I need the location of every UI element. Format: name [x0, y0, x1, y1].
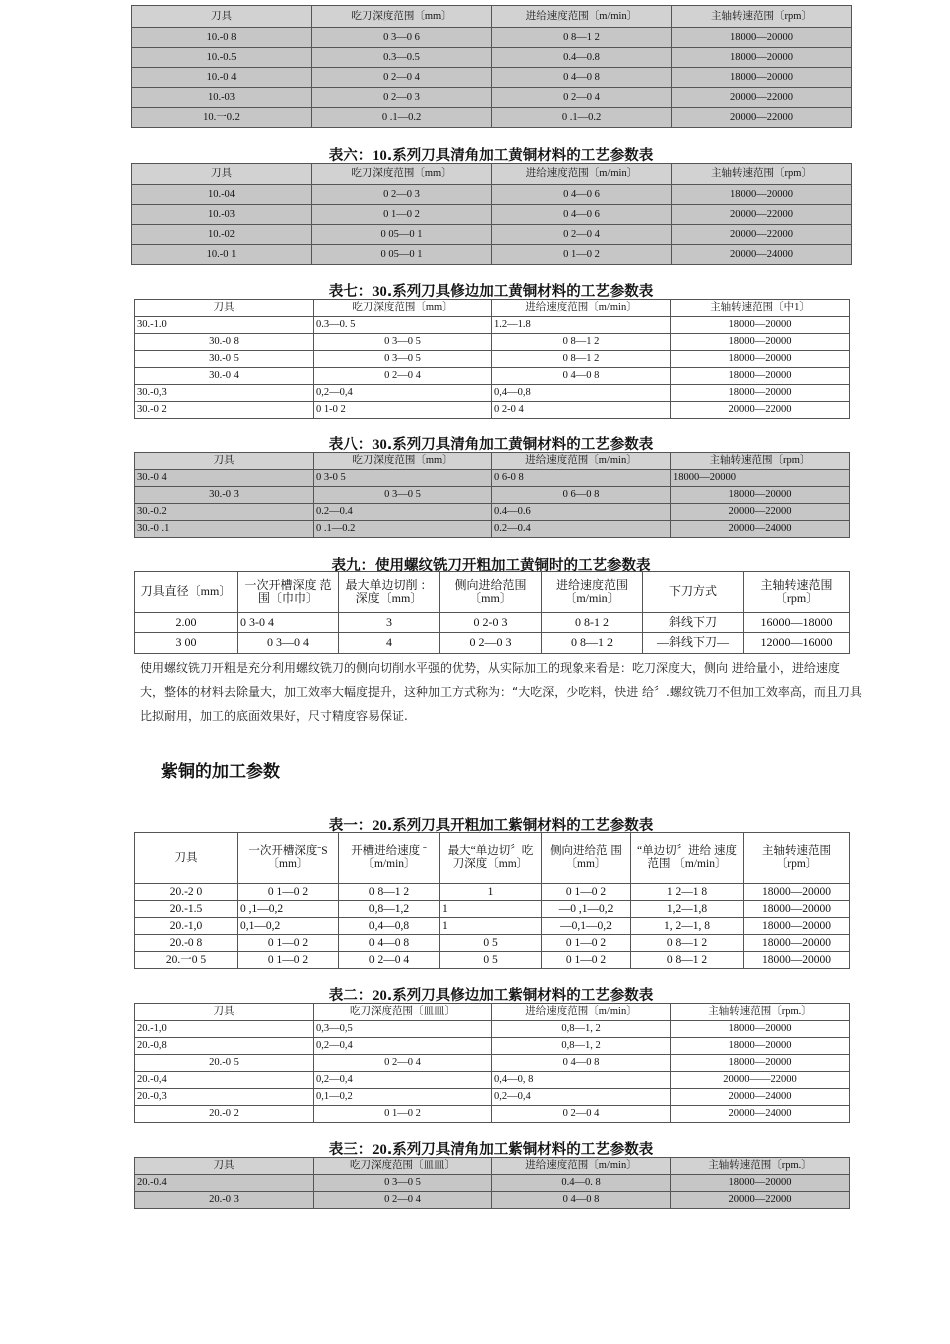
table-cell: 0 1—0 2 [542, 952, 631, 969]
table-cell: 0 8—1 2 [492, 28, 672, 48]
table-cell: 0 1—0 2 [238, 952, 339, 969]
table-header-row [132, 164, 852, 185]
table-row [135, 633, 850, 654]
table-cell: 0 3—0 5 [314, 487, 492, 504]
table7-container [134, 299, 850, 419]
caption-text: .系列刀具清角加工黄铜材料的工艺参数表 [386, 437, 654, 453]
table-row [135, 1175, 850, 1192]
table-cell: 0,4—0,8 [339, 918, 440, 935]
table-cell: 0 2—0 4 [314, 368, 492, 385]
table-cell: 0 .1—0.2 [312, 108, 492, 128]
table-cell: 0 4—0 6 [492, 205, 672, 225]
table-cell: 4 [339, 633, 440, 654]
table-cell: 20.-0 8 [135, 935, 238, 952]
header-cell: 进给速度范围〔m/min〕 [492, 1004, 671, 1021]
tableC [134, 1157, 850, 1209]
table8 [134, 452, 850, 538]
table-cell: 30.-0 5 [135, 351, 314, 368]
table-cell: 0 4—0 8 [339, 935, 440, 952]
table-cell: 18000—20000 [671, 368, 850, 385]
caption-series-number: 30 [372, 284, 387, 300]
table-row [135, 935, 850, 952]
table-cell: 0,1—0,2 [238, 918, 339, 935]
caption-series-number: 20 [372, 818, 387, 834]
table-cell: 18000—20000 [671, 1055, 850, 1072]
table-cell: —0,1—0,2 [542, 918, 631, 935]
header-cell: 刀具 [135, 453, 314, 470]
table-row [132, 185, 852, 205]
table-header-row [135, 1158, 850, 1175]
table-cell: 30.-0 .1 [135, 521, 314, 538]
header-cell: 主轴转速范围〔rpm〕 [672, 6, 852, 28]
table-cell: 0 8—1 2 [631, 935, 744, 952]
header-cell: 吃刀深度范围〔皿皿〕 [314, 1004, 492, 1021]
header-cell: 进给速度范围〔m/min〕 [492, 1158, 671, 1175]
header-cell: 吃刀深度范围〔皿皿〕 [314, 1158, 492, 1175]
caption-text: .系列刀具开粗加工紫铜材料的工艺参数表 [386, 818, 654, 834]
header-cell: “单边切〞进给 速度范围 〔m/min〕 [631, 833, 744, 884]
table-cell: 18000—20000 [672, 68, 852, 88]
table8-container [134, 452, 850, 538]
table-row [132, 88, 852, 108]
table-cell: 0,2—0,4 [314, 1038, 492, 1055]
table-cell: 20000—22000 [671, 402, 850, 419]
table-row [135, 504, 850, 521]
table-cell: 0 1—0 2 [238, 884, 339, 901]
table-row [135, 385, 850, 402]
table-cell: 0 2—0 4 [314, 1055, 492, 1072]
caption-text: .系列刀具清角加工紫铜材料的工艺参数表 [386, 1142, 654, 1158]
table-cell: 0 2—0 3 [440, 633, 542, 654]
table-cell: 0 4—0 8 [492, 368, 671, 385]
table-cell: 0 2-0 3 [440, 613, 542, 633]
table-cell: 10.-02 [132, 225, 312, 245]
table-cell: 0 1—0 2 [238, 935, 339, 952]
table-cell: 1 [440, 884, 542, 901]
table-row [135, 1072, 850, 1089]
header-cell: 最大单边切削 ：深度〔mm〕 [339, 572, 440, 613]
table-cell: 30.-0 8 [135, 334, 314, 351]
table-cell: 0,8—1, 2 [492, 1038, 671, 1055]
table-cell: 0 ,1—0,2 [238, 901, 339, 918]
table-cell: 0 4—0 6 [492, 185, 672, 205]
tableB [134, 1003, 850, 1123]
header-cell: 刀具 [135, 300, 314, 317]
table-cell: 20.-0 3 [135, 1192, 314, 1209]
table-cell: 0.4—0.6 [492, 504, 671, 521]
header-cell: 刀具 [132, 6, 312, 28]
table-cell: 0 8—1 2 [631, 952, 744, 969]
table-cell: 0 3—0 4 [238, 633, 339, 654]
caption-prefix: 表八： [328, 437, 373, 453]
table-cell: —0 ,1—0,2 [542, 901, 631, 918]
table6 [131, 163, 852, 265]
table-cell: 20000—22000 [672, 205, 852, 225]
table-cell: 20.-2 0 [135, 884, 238, 901]
table-cell: 0 2—0 4 [492, 225, 672, 245]
table-cell: 3 00 [135, 633, 238, 654]
table-row [135, 901, 850, 918]
table-cell: 20.-0.4 [135, 1175, 314, 1192]
caption-series-number: 30 [372, 437, 387, 453]
table-cell: 18000—20000 [671, 487, 850, 504]
caption-prefix: 表六： [328, 148, 373, 164]
table-cell: 0 2—0 4 [314, 1192, 492, 1209]
header-cell: 吃刀深度范围〔mm〕 [312, 164, 492, 185]
table-cell: 18000—20000 [744, 935, 850, 952]
header-cell: 刀具 [135, 833, 238, 884]
table-cell: 20.-0 2 [135, 1106, 314, 1123]
table-cell: 30.-0 3 [135, 487, 314, 504]
header-cell: 进给速度范围〔m/min〕 [542, 572, 643, 613]
table-cell: 1, 2—1, 8 [631, 918, 744, 935]
table-cell: 0 6—0 8 [492, 487, 671, 504]
caption-prefix: 表二： [328, 988, 373, 1004]
table-cell: 18000—20000 [671, 334, 850, 351]
header-cell: 进给速度范围〔m/min〕 [492, 164, 672, 185]
table-cell: 0,1—0,2 [314, 1089, 492, 1106]
table-cell: 0 2—0 4 [339, 952, 440, 969]
table6-caption [131, 144, 851, 165]
table-row [132, 245, 852, 265]
header-cell: 一次开槽深度 范围〔巾巾〕 [238, 572, 339, 613]
table-row [135, 613, 850, 633]
table-cell: 12000—16000 [744, 633, 850, 654]
table-cell: 3 [339, 613, 440, 633]
table-row [132, 205, 852, 225]
table-header-row [135, 1004, 850, 1021]
table-row [135, 368, 850, 385]
table-cell: 0 1—0 2 [314, 1106, 492, 1123]
table-header-row [132, 6, 852, 28]
table-cell: 0 1—0 2 [542, 884, 631, 901]
table-cell: 0.4—0. 8 [492, 1175, 671, 1192]
table-cell: 0 3—0 6 [312, 28, 492, 48]
header-cell: 一次开槽深度ˉS〔mm〕 [238, 833, 339, 884]
table8-caption [134, 433, 848, 454]
table-row [132, 225, 852, 245]
header-cell: 主轴转速范围〔rpm〕 [744, 833, 850, 884]
header-cell: 侧向进给范围〔mm〕 [440, 572, 542, 613]
tableA [134, 832, 850, 969]
table-row [132, 68, 852, 88]
table-cell: 30.-0,3 [135, 385, 314, 402]
caption-series-number: 20 [372, 988, 387, 1004]
table-cell: 0 .1—0.2 [314, 521, 492, 538]
table-cell: 0 1-0 2 [314, 402, 492, 419]
section-heading: 紫铜的加工参数 [161, 762, 280, 782]
table-cell: 20000—22000 [672, 88, 852, 108]
table-cell: 0 3-0 4 [238, 613, 339, 633]
table-row [135, 1021, 850, 1038]
table-cell: 0 2—0 3 [312, 185, 492, 205]
table-cell: 18000—20000 [671, 1038, 850, 1055]
table-row [135, 884, 850, 901]
table-row [135, 334, 850, 351]
table-cell: 0 .1—0.2 [492, 108, 672, 128]
header-cell: 主轴转速范围〔rpm〕 [671, 453, 850, 470]
table-cell: 20.一0 5 [135, 952, 238, 969]
table-row [135, 521, 850, 538]
table-cell: 0 2—0 4 [492, 1106, 671, 1123]
header-cell: 刀具 [132, 164, 312, 185]
table-cell: 0 5 [440, 935, 542, 952]
header-cell: 主轴转速范围〔rpm.〕 [671, 1004, 850, 1021]
table-cell: 18000—20000 [672, 28, 852, 48]
table-cell: 20000—24000 [671, 1089, 850, 1106]
table-cell: 0.3—0.5 [312, 48, 492, 68]
table-cell: 0,2—0,4 [314, 385, 492, 402]
table-cell: 1,2—1,8 [631, 901, 744, 918]
table-cell: 0 3-0 5 [314, 470, 492, 487]
table-cell: 0,2—0,4 [314, 1072, 492, 1089]
table-cell: 18000—20000 [744, 884, 850, 901]
tableB-container [134, 1003, 850, 1123]
table-cell: 10.-03 [132, 205, 312, 225]
table-cell: 30.-0 2 [135, 402, 314, 419]
table-cell: 20000—22000 [672, 108, 852, 128]
table-cell: 0 1—0 2 [492, 245, 672, 265]
table-cell: 20000—22000 [671, 1192, 850, 1209]
table-cell: —斜线下刀— [643, 633, 744, 654]
table-cell: 0,4—0,8 [492, 385, 671, 402]
table-row [135, 317, 850, 334]
table-cell: 20000—22000 [672, 225, 852, 245]
table-row [135, 351, 850, 368]
table-cell: 2.00 [135, 613, 238, 633]
tableB-caption [134, 984, 848, 1005]
table-cell: 0 3—0 5 [314, 334, 492, 351]
table-cell: 10.-0 4 [132, 68, 312, 88]
table-cell: 10.-0 8 [132, 28, 312, 48]
table-cell: 20.-0,4 [135, 1072, 314, 1089]
header-cell: 进给速度范围〔m/min〕 [492, 300, 671, 317]
table-cell: 0 4—0 8 [492, 68, 672, 88]
table-cell: 1 [440, 918, 542, 935]
table-cell: 30.-0 4 [135, 470, 314, 487]
table-row [132, 48, 852, 68]
table-cell: 20.-0 5 [135, 1055, 314, 1072]
header-cell: 主轴转速范围〔中1〕 [671, 300, 850, 317]
table-cell: 20.-0,8 [135, 1038, 314, 1055]
table-cell: 18000—20000 [744, 952, 850, 969]
table6-container [131, 163, 852, 265]
caption-text: .系列刀具清角加工黄铜材料的工艺参数表 [386, 148, 654, 164]
table-cell: 0.2—0.4 [492, 521, 671, 538]
table-cell: 18000—20000 [671, 351, 850, 368]
table-header-row [135, 572, 850, 613]
table9 [134, 571, 850, 654]
caption-text: .系列刀具修边加工黄铜材料的工艺参数表 [386, 284, 654, 300]
table-cell: 0 2—0 4 [492, 88, 672, 108]
table-cell: 18000—20000 [672, 48, 852, 68]
table-cell: 0 1—0 2 [542, 935, 631, 952]
caption-text: .系列刀具修边加工紫铜材料的工艺参数表 [386, 988, 654, 1004]
table-cell: 0 3—0 5 [314, 1175, 492, 1192]
caption-prefix: 表一： [328, 818, 373, 834]
body-paragraph: 使用螺纹铣刀开粗是充分利用螺纹铣刀的侧向切削水平强的优势，从实际加工的现象来看是：吃刀深度大，侧向 进给量小，进给速度大，整体的材料去除量大，加工效率大幅度提升，这种加工方式称为：“大吃深，少吃料，快进 给〞.螺纹铣刀不但加工效率高，而且刀具比拟耐用，加工的底面效果好，尺寸精度容易保证. [140, 661, 862, 723]
header-cell: 主轴转速范围〔rpm.〕 [671, 1158, 850, 1175]
table-cell: 1 [440, 901, 542, 918]
header-cell: 主轴转速范围〔rpm〕 [744, 572, 850, 613]
table-cell: 斜线下刀 [643, 613, 744, 633]
caption-series-number: 20 [372, 1142, 387, 1158]
table-row [135, 952, 850, 969]
table-cell: 20.-0,3 [135, 1089, 314, 1106]
table-cell: 0,8—1, 2 [492, 1021, 671, 1038]
table-header-row [135, 833, 850, 884]
table-cell: 0,2—0,4 [492, 1089, 671, 1106]
table-cell: 0 8-1 2 [542, 613, 643, 633]
table-cell: 20000——22000 [671, 1072, 850, 1089]
table-cell: 18000—20000 [744, 918, 850, 935]
table-row [135, 470, 850, 487]
table-cell: 18000—20000 [744, 901, 850, 918]
table-cell: 0 3—0 5 [314, 351, 492, 368]
table-cell: 20.-1,0 [135, 1021, 314, 1038]
table-cell: 18000—20000 [671, 317, 850, 334]
header-cell: 进给速度范围〔m/min〕 [492, 6, 672, 28]
table-cell: 30.-0.2 [135, 504, 314, 521]
table-cell: 0 2—0 4 [312, 68, 492, 88]
table-cell: 0 8—1 2 [542, 633, 643, 654]
table-cell: 20.-1,0 [135, 918, 238, 935]
table-cell: 16000—18000 [744, 613, 850, 633]
tableC-container [134, 1157, 850, 1209]
header-cell: 吃刀深度范围〔mm〕 [314, 453, 492, 470]
table9-caption: 表九：使用螺纹铣刀开粗加工黄铜时的工艺参数表 [331, 558, 651, 574]
table-cell: 18000—20000 [671, 470, 850, 487]
table7 [134, 299, 850, 419]
table-cell: 20000—22000 [671, 504, 850, 521]
table-cell: 0 2-0 4 [492, 402, 671, 419]
header-cell: 刀具 [135, 1158, 314, 1175]
header-cell: 主轴转速范围〔rpm〕 [672, 164, 852, 185]
table-cell: 10.-04 [132, 185, 312, 205]
table-cell: 1 2—1 8 [631, 884, 744, 901]
table-cell: 20000—24000 [672, 245, 852, 265]
table-cell: 20.-1.5 [135, 901, 238, 918]
table-row [132, 28, 852, 48]
header-cell: 开槽进给速度 ˉ〔m/min〕 [339, 833, 440, 884]
table-cell: 20000—24000 [671, 1106, 850, 1123]
table-cell: 0 4—0 8 [492, 1055, 671, 1072]
table-cell: 10.-0.5 [132, 48, 312, 68]
header-cell: 吃刀深度范围〔mm〕 [312, 6, 492, 28]
table-cell: 18000—20000 [671, 1021, 850, 1038]
table-row [135, 1106, 850, 1123]
table-cell: 18000—20000 [672, 185, 852, 205]
table-cell: 0.4—0.8 [492, 48, 672, 68]
table-cell: 10.-0 1 [132, 245, 312, 265]
table-cell: 0 05—0 1 [312, 225, 492, 245]
table-row [135, 1055, 850, 1072]
table5 [131, 5, 852, 128]
caption-prefix: 表七： [328, 284, 373, 300]
table-cell: 0.3—0. 5 [314, 317, 492, 334]
table9-container [134, 571, 850, 654]
table-cell: 0 4—0 8 [492, 1192, 671, 1209]
table-cell: 0,4—0, 8 [492, 1072, 671, 1089]
table-cell: 18000—20000 [671, 385, 850, 402]
table-cell: 30.-1.0 [135, 317, 314, 334]
table-cell: 0 6-0 8 [492, 470, 671, 487]
header-cell: 下刀方式 [643, 572, 744, 613]
table-cell: 10.一0.2 [132, 108, 312, 128]
table-cell: 0.2—0.4 [314, 504, 492, 521]
tableA-container [134, 832, 850, 969]
header-cell: 吃刀深度范围〔mm〕 [314, 300, 492, 317]
header-cell: 进给速度范围〔m/min〕 [492, 453, 671, 470]
table-cell: 0 2—0 3 [312, 88, 492, 108]
table-cell: 0,3—0,5 [314, 1021, 492, 1038]
table-row [135, 1089, 850, 1106]
table-cell: 0 05—0 1 [312, 245, 492, 265]
table-row [135, 1038, 850, 1055]
caption-prefix: 表三： [328, 1142, 373, 1158]
header-cell: 刀具 [135, 1004, 314, 1021]
table-cell: 0,8—1,2 [339, 901, 440, 918]
table-cell: 1.2—1.8 [492, 317, 671, 334]
table-cell: 0 8—1 2 [492, 334, 671, 351]
table5-container [131, 5, 852, 128]
caption-series-number: 10 [372, 148, 387, 164]
table7-caption [134, 280, 848, 301]
table-cell: 20000—24000 [671, 521, 850, 538]
table-cell: 18000—20000 [671, 1175, 850, 1192]
header-cell: 最大“单边切〞吃刀深度〔mm〕 [440, 833, 542, 884]
table-row [135, 402, 850, 419]
header-cell: 侧向进给范 围〔mm〕 [542, 833, 631, 884]
table-row [135, 1192, 850, 1209]
header-cell: 刀具直径〔mm〕 [135, 572, 238, 613]
table-header-row [135, 300, 850, 317]
table-row [132, 108, 852, 128]
table-cell: 0 8—1 2 [492, 351, 671, 368]
table-cell: 30.-0 4 [135, 368, 314, 385]
table-header-row [135, 453, 850, 470]
table-cell: 0 1—0 2 [312, 205, 492, 225]
table-row [135, 487, 850, 504]
table-cell: 10.-03 [132, 88, 312, 108]
tableC-caption [134, 1138, 848, 1159]
table-row [135, 918, 850, 935]
table-cell: 0 5 [440, 952, 542, 969]
table-cell: 0 8—1 2 [339, 884, 440, 901]
